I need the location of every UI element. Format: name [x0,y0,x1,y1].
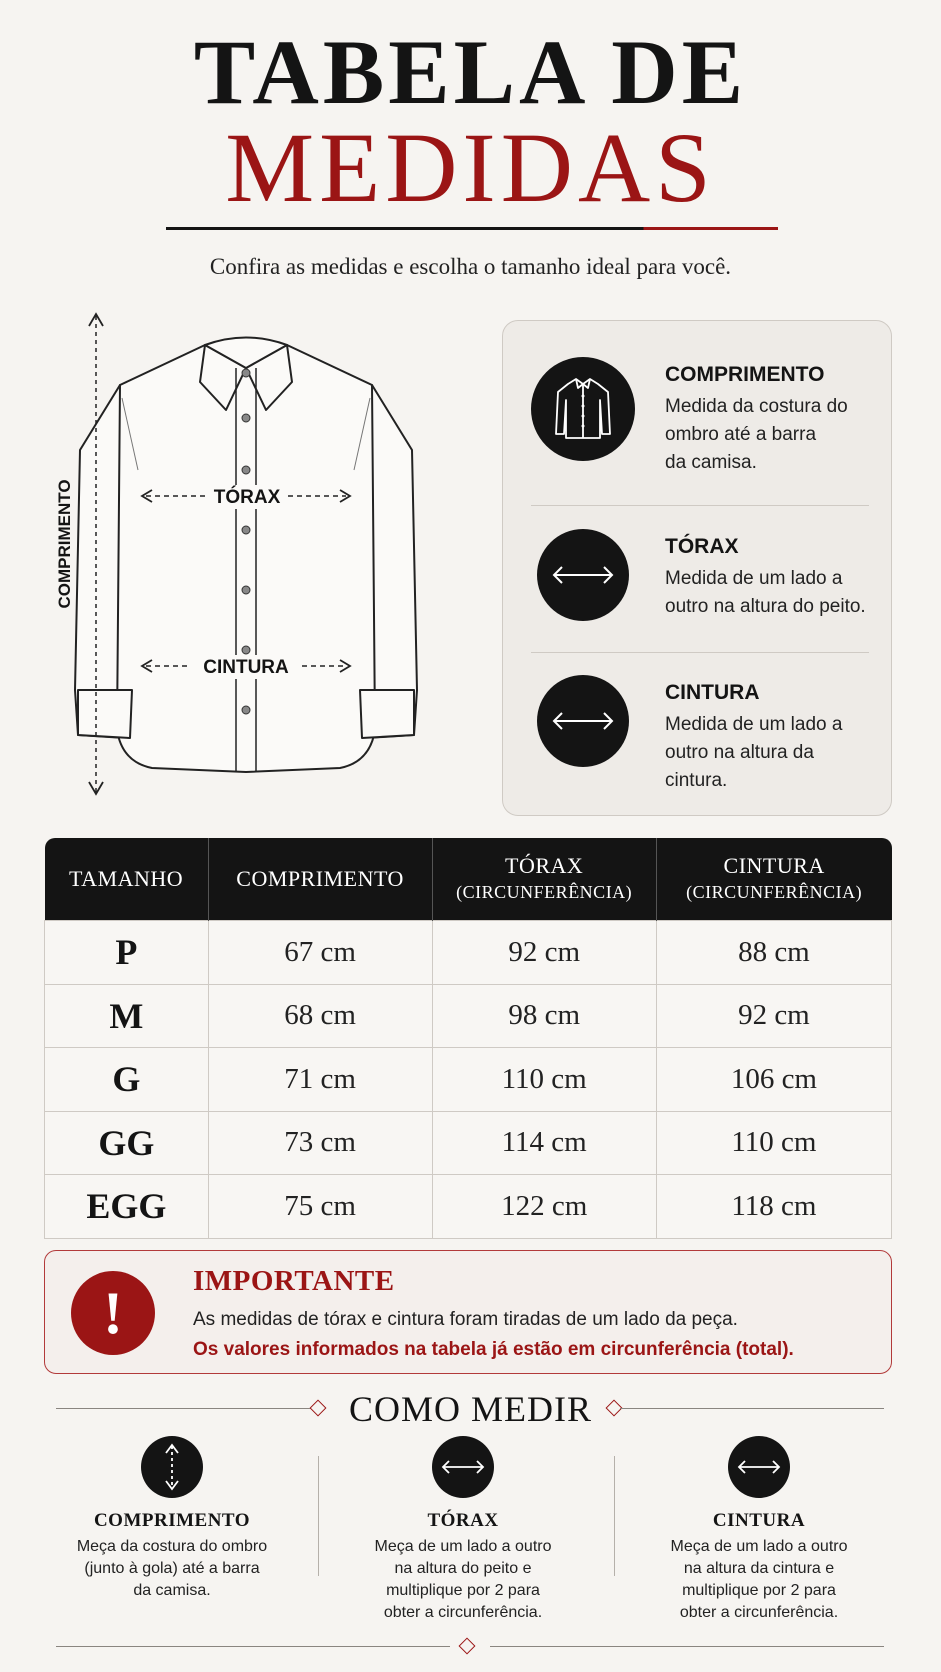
waist-cell: 118 cm [656,1175,891,1239]
legend-divider [531,505,869,506]
how-to-waist [614,1436,904,1624]
table-row [45,921,892,985]
chest-label: TÓRAX [213,487,281,508]
waist-cell: 110 cm [656,1111,891,1175]
size-cell: P [45,921,209,985]
vertical-arrows-icon [141,1436,203,1498]
how-to-waist-text: Meça de um lado a outro na altura da cintura e multiplique por 2 para obter a circunferência. [670,1538,848,1621]
legend-divider [531,652,869,653]
footer-rule-left [56,1646,450,1647]
how-to-chest-text: Meça de um lado a outro na altura do peito e multiplique por 2 para obter a circunferência. [374,1538,552,1621]
waist-cell: 88 cm [656,921,891,985]
important-line-2: Os valores informados na tabela já estão em circunferência (total). [193,1339,794,1360]
length-cell: 67 cm [208,921,432,985]
horizontal-arrows-icon [537,675,629,767]
exclamation-icon: ! [71,1271,155,1355]
length-cell: 73 cm [208,1111,432,1175]
shirt-diagram [40,310,500,820]
legend-text-length: Medida da costura do ombro até a barra da camisa. [665,396,848,473]
horizontal-arrows-icon [728,1436,790,1498]
how-to-length-text: Meça da costura do ombro (junto à gola) até a barra da camisa. [76,1538,268,1599]
horizontal-arrows-icon [432,1436,494,1498]
legend-title-waist: CINTURA [665,681,760,704]
title-divider [166,227,778,230]
important-title: IMPORTANTE [193,1265,395,1297]
chest-cell: 110 cm [432,1048,656,1112]
how-to-chest [318,1436,608,1624]
waist-label: CINTURA [203,657,289,678]
how-to-measure-title: COMO MEDIR [348,1389,592,1429]
section-rule-right [620,1408,884,1409]
legend-text-chest: Medida de um lado a outro na altura do peito. [665,568,866,617]
chest-cell: 92 cm [432,921,656,985]
table-row [45,1175,892,1239]
header-size: TAMANHO [45,838,209,921]
legend-title-chest: TÓRAX [665,535,739,558]
horizontal-arrows-icon [537,529,629,621]
how-to-chest-title: TÓRAX [427,1510,499,1531]
table-row [45,1111,892,1175]
table-header-row [45,838,892,921]
length-cell: 75 cm [208,1175,432,1239]
subtitle: Confira as medidas e escolha o tamanho ideal para você. [209,254,732,279]
table-row [45,1048,892,1112]
table-row [45,984,892,1048]
length-label: COMPRIMENTO [55,479,74,609]
size-cell: G [45,1048,209,1112]
chest-cell: 114 cm [432,1111,656,1175]
legend-text-waist: Medida de um lado a outro na altura da cintura. [665,714,843,791]
header-length: COMPRIMENTO [208,838,432,921]
size-table [44,838,892,1239]
how-to-waist-title: CINTURA [712,1510,806,1531]
size-cell: EGG [45,1175,209,1239]
header-chest: TÓRAX (CIRCUNFERÊNCIA) [432,838,656,921]
waist-cell: 92 cm [656,984,891,1048]
how-to-length [27,1436,317,1602]
title-line-1: TABELA DE [193,21,748,123]
legend-title-length: COMPRIMENTO [665,363,825,386]
how-to-length-title: COMPRIMENTO [93,1510,251,1531]
measurement-legend [502,320,892,816]
title-line-2: MEDIDAS [225,112,716,223]
important-line-1: As medidas de tórax e cintura foram tiradas de um lado da peça. [193,1309,738,1330]
size-cell: M [45,984,209,1048]
important-notice [44,1250,892,1374]
chest-cell: 98 cm [432,984,656,1048]
length-cell: 68 cm [208,984,432,1048]
footer-rule-right [490,1646,884,1647]
shirt-icon [531,357,635,461]
header-waist: CINTURA (CIRCUNFERÊNCIA) [656,838,891,921]
length-cell: 71 cm [208,1048,432,1112]
size-cell: GG [45,1111,209,1175]
waist-cell: 106 cm [656,1048,891,1112]
diamond-ornament-icon [459,1638,476,1655]
chest-cell: 122 cm [432,1175,656,1239]
